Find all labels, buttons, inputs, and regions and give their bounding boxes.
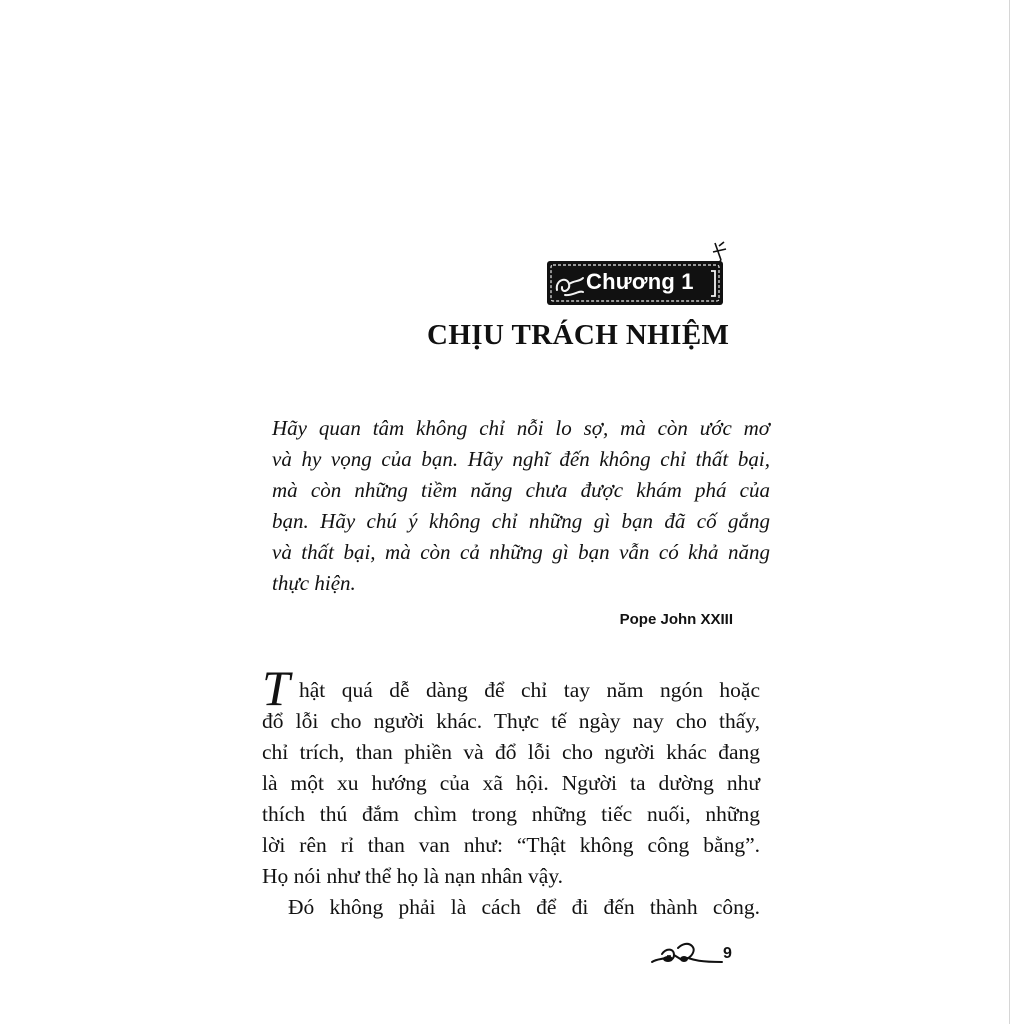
- body-line: chỉ trích, than phiền và đổ lỗi cho người khác đang: [262, 740, 760, 764]
- folio-ornament-icon: [648, 938, 726, 970]
- epigraph-line: và thất bại, mà còn cả những gì bạn vẫn có khả năng: [272, 540, 770, 564]
- first-line-text: hật quá dễ dàng để chỉ tay năm ngón hoặc: [299, 678, 760, 702]
- chapter-title: CHỊU TRÁCH NHIỆM: [427, 319, 730, 351]
- page-number: 9: [723, 945, 732, 962]
- epigraph-line: bạn. Hãy chú ý không chỉ những gì bạn đã cố gắng: [272, 509, 770, 533]
- epigraph: [272, 413, 770, 599]
- body-line: thích thú đắm chìm trong những tiếc nuối, những: [262, 802, 760, 826]
- epigraph-line: mà còn những tiềm năng chưa được khám phá của: [272, 478, 770, 502]
- epigraph-line: và hy vọng của bạn. Hãy nghĩ đến không chỉ thất bại,: [272, 447, 770, 471]
- page-edge: [1009, 0, 1010, 1024]
- epigraph-attribution: Pope John XXIII: [619, 611, 733, 628]
- body-text: [262, 660, 760, 923]
- epigraph-line: thực hiện.: [272, 571, 356, 595]
- body-line: đổ lỗi cho người khác. Thực tế ngày nay cho thấy,: [262, 709, 760, 733]
- drop-cap: T: [262, 660, 290, 716]
- chapter-label: Chương 1: [586, 269, 694, 294]
- body-line: Họ nói như thể họ là nạn nhân vậy.: [262, 864, 564, 888]
- body-line: lời rên rỉ than van như: “Thật không công bằng”.: [262, 833, 760, 857]
- body-line-first: [262, 660, 760, 716]
- body-line: là một xu hướng của xã hội. Người ta dường như: [262, 771, 760, 795]
- tag-string-ornament: [713, 242, 726, 264]
- body-line-paragraph-2: Đó không phải là cách để đi đến thành công.: [288, 895, 760, 919]
- epigraph-line: Hãy quan tâm không chỉ nỗi lo sợ, mà còn ước mơ: [272, 416, 770, 440]
